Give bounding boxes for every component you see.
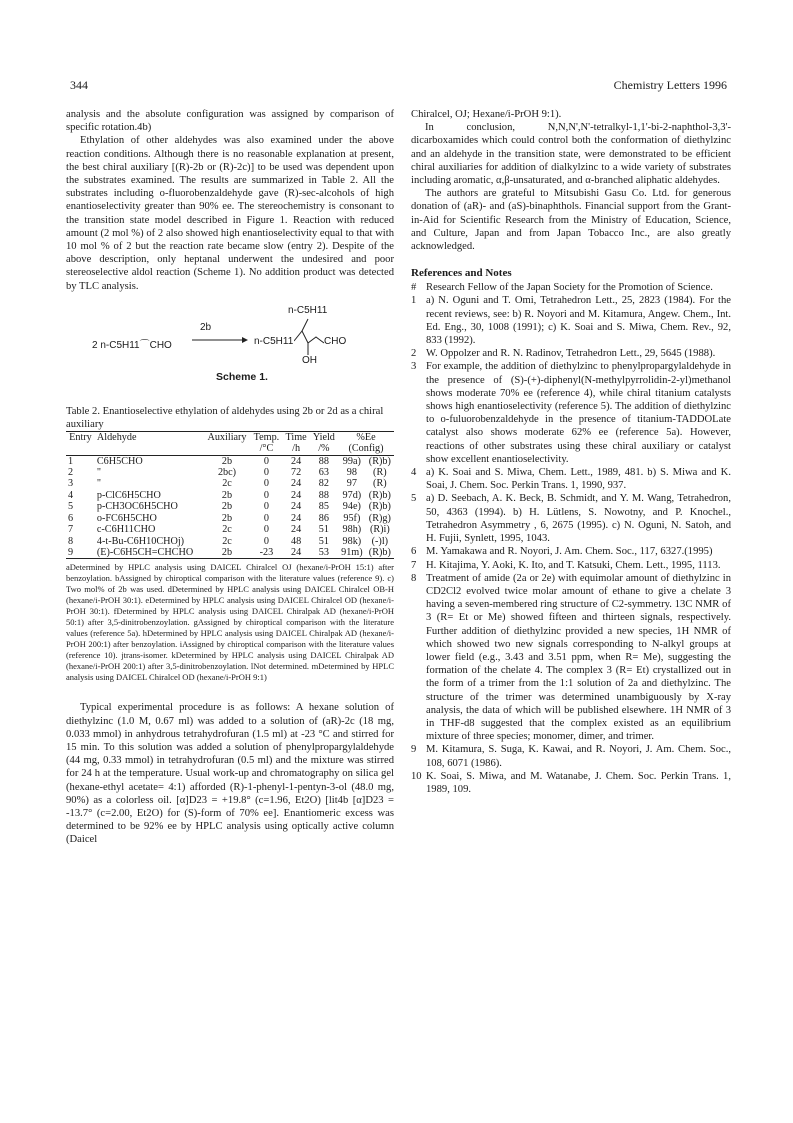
table-cell: 94e) <box>342 501 361 513</box>
table-cell: 9 <box>66 547 95 559</box>
reference-text: Research Fellow of the Japan Society for the Promotion of Science. <box>426 282 713 294</box>
table-cell: 0 <box>263 535 269 547</box>
scheme-1 <box>66 305 394 385</box>
reference-item <box>411 545 731 558</box>
table-subheader-cell: /h <box>282 443 309 455</box>
table-cell: 97d) <box>342 489 362 501</box>
scheme-reactant: 2 n-C5H11⌒CHO <box>92 339 172 351</box>
reference-item <box>411 281 731 294</box>
table-header-cell: Auxiliary <box>204 431 251 443</box>
table-cell: 91m) <box>338 547 366 559</box>
reference-text: a) K. Soai and S. Miwa, Chem. Lett., 1989, 481. b) S. Miwa and K. Soai, J. Chem. Soc. Perkin Trans. 1, 1990, 937. <box>426 467 731 492</box>
table-cell: 2b <box>221 455 233 467</box>
table-header-row <box>66 431 394 443</box>
reference-number: 4 <box>411 467 417 479</box>
table-cell: 0 <box>263 478 269 490</box>
scheme-label: Scheme 1. <box>216 370 268 383</box>
reference-number: 8 <box>411 572 417 584</box>
table-row <box>66 501 394 512</box>
table-cell: (-)l) <box>371 535 389 547</box>
table-cell: 63 <box>318 467 329 479</box>
table-cell: 2b <box>221 512 233 524</box>
table-cell: 6 <box>68 512 74 524</box>
table-subheader-cell <box>204 443 251 455</box>
table-cell: c-C6H11CHO <box>96 524 156 536</box>
scheme-product-oh: OH <box>302 354 317 366</box>
table-subheader-row <box>66 443 394 455</box>
paragraph: Ethylation of other aldehydes was also examined under the above reaction conditions. Although there is no reasonable explanation at present, the best chiral auxiliary [(R)-2b or (R)-2c)] to be used was dependent upon the substrates examined. The results are summarized in Table 2. All the substrates including o-fluorobenzaldehyde gave (R)-sec-alcohols of high enantioselectivity greater than 90% ee. The stereochemistry is consonant to the transition state model described in Figure 1. Reaction with reduced amount (2 mol %) of 2 also showed high enantioselectivity equal to that with 10 mol % of 2 but the reaction rate became slow (entry 2). Despite of the above description, only heptanal underwent the undesired and poor stereoselective aldol reaction (Scheme 1). No addition product was detected by TLC analysis. <box>66 135 394 292</box>
table-cell: 82 <box>318 478 329 490</box>
references-list <box>411 281 731 796</box>
table-row <box>66 536 394 547</box>
reference-text: For example, the addition of diethylzinc to phenylpropargylaldehyde in the presence of (S)-(+)-diphenyl(N-methylpyrrolidin-2-yl)methanol shows moderate 70% ee (reference 4), while chiral titanium catalysts shows high enantioselectivity (reference 5). The addition of diethylzinc to o-fuluorobenzaldehyde in the presence of titanium-TADDOLate catalyst also shows moderate 62% ee (reference 5a). However, reactions of other substrates using these chiral auxiliary or catalyst show excellent enantioselectivity. <box>426 361 731 465</box>
table-header-cell: Entry <box>66 431 95 443</box>
table-cell: 2b <box>221 489 233 501</box>
reference-number: 2 <box>411 348 417 360</box>
reference-item <box>411 466 731 492</box>
table-cell: 8 <box>68 535 74 547</box>
reference-number: 6 <box>411 546 417 558</box>
table-cell: (R)g) <box>368 512 391 524</box>
table-cell: 5 <box>68 501 74 513</box>
table-header-cell: %Ee <box>338 431 394 443</box>
table-row <box>66 490 394 501</box>
reference-text: M. Yamakawa and R. Noyori, J. Am. Chem. Soc., 117, 6327.(1995) <box>426 546 713 558</box>
table-cell: 24 <box>291 512 302 524</box>
table-cell: 24 <box>282 547 309 559</box>
reaction-arrow <box>190 335 250 345</box>
scheme-catalyst: 2b <box>200 321 212 333</box>
paragraph: In conclusion, N,N,N',N'-tetralkyl-1,1'-bi-2-naphthol-3,3'-dicarboxamides which could control both the conformation of diethylzinc and an aldehyde in the transition state, were demonstrated to be efficient chiral auxiliaries for addition of dialkylzinc to a wide variety of substrates including aromatic, α,β-unsaturated, and α-branched aliphatic aldehydes. <box>411 122 731 187</box>
table-subheader-cell <box>95 443 204 455</box>
reference-number: 10 <box>411 770 422 782</box>
table-cell: 72 <box>291 467 302 479</box>
table-cell: 53 <box>310 547 338 559</box>
table-header-cell: Aldehyde <box>95 431 204 443</box>
table-subheader-cell <box>66 443 95 455</box>
table-cell: 2bc) <box>217 467 237 479</box>
table-cell: 3 <box>68 478 74 490</box>
table-row <box>66 513 394 524</box>
table-row <box>66 524 394 535</box>
reference-item <box>411 294 731 347</box>
table-cell: 86 <box>318 512 329 524</box>
reference-number: 3 <box>411 361 417 373</box>
reference-number: # <box>411 282 417 294</box>
reference-item <box>411 347 731 360</box>
right-column <box>411 108 731 796</box>
scheme-product-chain: n-C5H11 <box>254 335 294 347</box>
table-cell: -23 <box>250 547 282 559</box>
table-cell: (R)b) <box>368 489 391 501</box>
table-cell: 2b <box>204 547 251 559</box>
table-cell: 88 <box>318 489 329 501</box>
table-cell: " <box>96 478 102 490</box>
reference-item <box>411 559 731 572</box>
table-row <box>66 455 394 467</box>
reference-number: 1 <box>411 295 417 307</box>
table-cell: 1 <box>68 455 74 467</box>
table-subheader-cell: /°C <box>250 443 282 455</box>
reference-number: 9 <box>411 744 417 756</box>
reference-item <box>411 360 731 466</box>
table-cell: 24 <box>291 489 302 501</box>
table-cell: (R)b) <box>368 501 391 513</box>
table-cell: 4 <box>68 489 74 501</box>
reference-item <box>411 770 731 796</box>
left-column <box>66 108 394 847</box>
table-cell: 99a) <box>342 455 361 467</box>
table-cell: 2 <box>68 467 74 479</box>
table-cell: (R) <box>373 467 387 479</box>
scheme-product-cho: CHO <box>324 335 347 347</box>
table-header-cell: Yield <box>310 431 338 443</box>
table-cell: 85 <box>318 501 329 513</box>
table-cell: " <box>96 467 102 479</box>
reference-text: M. Kitamura, S. Suga, K. Kawai, and R. Noyori, J. Am. Chem. Soc., 108, 6071 (1986). <box>426 744 731 769</box>
table-row <box>66 478 394 489</box>
table-cell: p-ClC6H5CHO <box>96 489 161 501</box>
table-header-cell: Time <box>282 431 309 443</box>
reference-item <box>411 743 731 769</box>
page-number: 344 <box>70 78 88 92</box>
reference-text: K. Soai, S. Miwa, and M. Watanabe, J. Chem. Soc. Perkin Trans. 1, 1989, 109. <box>426 770 731 795</box>
table-cell: (R)i) <box>369 524 390 536</box>
table-cell: C6H5CHO <box>96 455 143 467</box>
table-subheader-cell: (Config) <box>338 443 394 455</box>
table-cell: 24 <box>291 478 302 490</box>
table-cell: 0 <box>263 501 269 513</box>
table-cell: 2c <box>222 524 232 536</box>
table-cell: 0 <box>263 512 269 524</box>
table-cell: (R) <box>373 478 387 490</box>
paragraph: analysis and the absolute configuration was assigned by comparison of specific rotation.4b) <box>66 109 394 134</box>
table-cell: 24 <box>291 524 302 536</box>
table-cell: 88 <box>318 455 329 467</box>
reference-text: a) D. Seebach, A. K. Beck, B. Schmidt, and Y. M. Wang, Tetrahedron, 50, 4363 (1994). b) H. Lütlens, S. Nowotny, and P. Knochel., Tetrahedron Asymmetry , 6, 2675 (1995). c) N. Oguni, N. Satoh, and H. Fujii, Synlett, 1995, 1043. <box>426 493 731 545</box>
table-cell: 4-t-Bu-C6H10CHOj) <box>96 535 185 547</box>
references-title: References and Notes <box>411 267 512 280</box>
reference-item <box>411 572 731 744</box>
reference-number: 5 <box>411 493 417 505</box>
reference-number: 7 <box>411 559 417 571</box>
table-row <box>66 547 394 559</box>
table-caption: Table 2. Enantioselective ethylation of aldehydes using 2b or 2d as a chiral auxiliary <box>66 405 384 430</box>
table-cell: 0 <box>263 467 269 479</box>
journal-title: Chemistry Letters 1996 <box>613 78 727 92</box>
table-cell: 2b <box>221 501 233 513</box>
table-cell: 51 <box>318 524 329 536</box>
table-cell: 24 <box>291 455 302 467</box>
table-cell: 98k) <box>342 535 362 547</box>
reference-text: Treatment of amide (2a or 2e) with equimolar amount of diethylzinc in CD2Cl2 evolved twice molar amount of ethane to give a chelate 3 having a seven-membered ring structure of C2-symmetry. 13C NMR of 3 (R= Et or Me) showed fifteen and thirteen signals, respectively. Further addition of diethylzinc provided a new species, 1H NMR of which showed two new signals corresponding to N-alkyl groups at lower field (e.g., 3.43 and 3.51 ppm, when R= Me), suggesting the formation of the chelate 4. The complex 3 (R= Et) crystallized out in the form of a trimer from the 1:1 solution of 2a and diethylzinc. The structure of the trimer was determined unambiguously by X-ray analysis, the data of which will be published elsewhere. 1H NMR of 3 in THF-d8 suggested that the complex existed as an equilibrium mixture of three species; monomer, dimer, and trimer. <box>426 572 731 743</box>
results-table <box>66 431 394 559</box>
table-cell: (R)b) <box>366 547 394 559</box>
reference-text: W. Oppolzer and R. N. Radinov, Tetrahedron Lett., 29, 5645 (1988). <box>426 348 716 360</box>
table-cell: 48 <box>291 535 302 547</box>
table-cell: 0 <box>263 455 269 467</box>
table-cell: 0 <box>263 489 269 501</box>
table-header-cell: Temp. <box>250 431 282 443</box>
table-cell: o-FC6H5CHO <box>96 512 157 524</box>
table-row <box>66 467 394 478</box>
reference-text: a) N. Oguni and T. Omi, Tetrahedron Lett., 25, 2823 (1984). For the recent reviews, see: b) R. Noyori and M. Kitamura, Angew. Chem., Int. Ed. Eng., 30, 1008 (1991); c) K. Soai and S. Miwa, Chem. Rev., 92, 833 (1992). <box>426 295 731 347</box>
table-cell: (E)-C6H5CH=CHCHO <box>95 547 204 559</box>
table-cell: 98h) <box>342 524 362 536</box>
table-cell: (R)b) <box>368 455 391 467</box>
reference-item <box>411 492 731 545</box>
table-cell: 2c <box>222 478 232 490</box>
table-cell: 51 <box>318 535 329 547</box>
table-footnotes: aDetermined by HPLC analysis using DAICEL Chiralcel OJ (hexane/i-PrOH 15:1) after benzoylation. bAssigned by chiroptical comparison with the literature values (reference 9). c) Two mol% of 2b was used. dDetermined by HPLC analysis using DAICEL Chiralcel OB-H (hexane/i-PrOH 30:1). eDetermined by HPLC analysis using DAICEL Chiralcel OD (hexane/i-PrOH 30:1). fDetermined by HPLC analysis using DAICEL Chiralpak AD (hexane/i-PrOH 50:1) after 3,5-dinitrobenzoylation. gAssigned by chiroptical comparison with the literature values (reference 5a). hDetermined by HPLC analysis using DAICEL Chiralpak AD (hexane/i-PrOH 200:1) after benzoylation. iAssigned by chiroptical comparison with the literature values (reference 10). jtrans-isomer. kDetermined by HPLC analysis using DAICEL Chiralpak AD (hexane/i-PrOH 200:1) after 3,5-dinitrobenzoylation. lNot determined. mDetermined by HPLC analysis using DAICEL Chiralcel OD (hexane/i-PrOH 9:1) <box>66 562 394 683</box>
scheme-branch: n-C5H11 <box>288 304 328 316</box>
table-cell: p-CH3OC6H5CHO <box>96 501 178 513</box>
table-cell: 0 <box>263 524 269 536</box>
table-cell: 24 <box>291 501 302 513</box>
table-cell: 7 <box>68 524 74 536</box>
table-subheader-cell: /% <box>310 443 338 455</box>
table-cell: 95f) <box>343 512 361 524</box>
table-cell: 98 <box>346 467 357 479</box>
paragraph: The authors are grateful to Mitsubishi Gasu Co. Ltd. for generous donation of (aR)- and (aS)-binaphthols. Financial support from the Grant-in-Aid for Scientific Research from the Ministry of Education, Science, and Culture, Japan and from Japan Tobacco Inc., are also greatly acknowledged. <box>411 188 731 253</box>
table-cell: 2c <box>222 535 232 547</box>
paragraph: Typical experimental procedure is as follows: A hexane solution of diethylzinc (1.0 M, 0.67 ml) was added to a solution of (aR)-2c (18 mg, 0.033 mmol) in anhydrous tetrahydrofuran (1.5 ml) at -23 °C and stirred for 15 min. To this solution was added a solution of phenylpropargylaldehyde (44 mg, 0.33 mmol) in tetrahydrofuran (0.5 ml) and the mixture was stirred for 24 h at the temperature. Usual work-up and chromatography on silica gel (hexane-ethyl acetate= 4:1) afforded (R)-1-phenyl-1-pentyn-3-ol (48.0 mg, 90%) as a colorless oil. [α]D23 = +19.8° (c=1.96, Et2O) [lit4b [α]D23 = -13.7° (c=2.00, Et2O) for (S)-form of 70% ee]. Enantiomeric excess was determined to be 92% ee by HPLC analysis using optically active column (Daicel <box>66 702 394 846</box>
table-cell: 97 <box>346 478 357 490</box>
paragraph: Chiralcel, OJ; Hexane/i-PrOH 9:1). <box>411 109 562 120</box>
reference-text: H. Kitajima, Y. Aoki, K. Ito, and T. Katsuki, Chem. Lett., 1995, 1113. <box>426 559 721 571</box>
